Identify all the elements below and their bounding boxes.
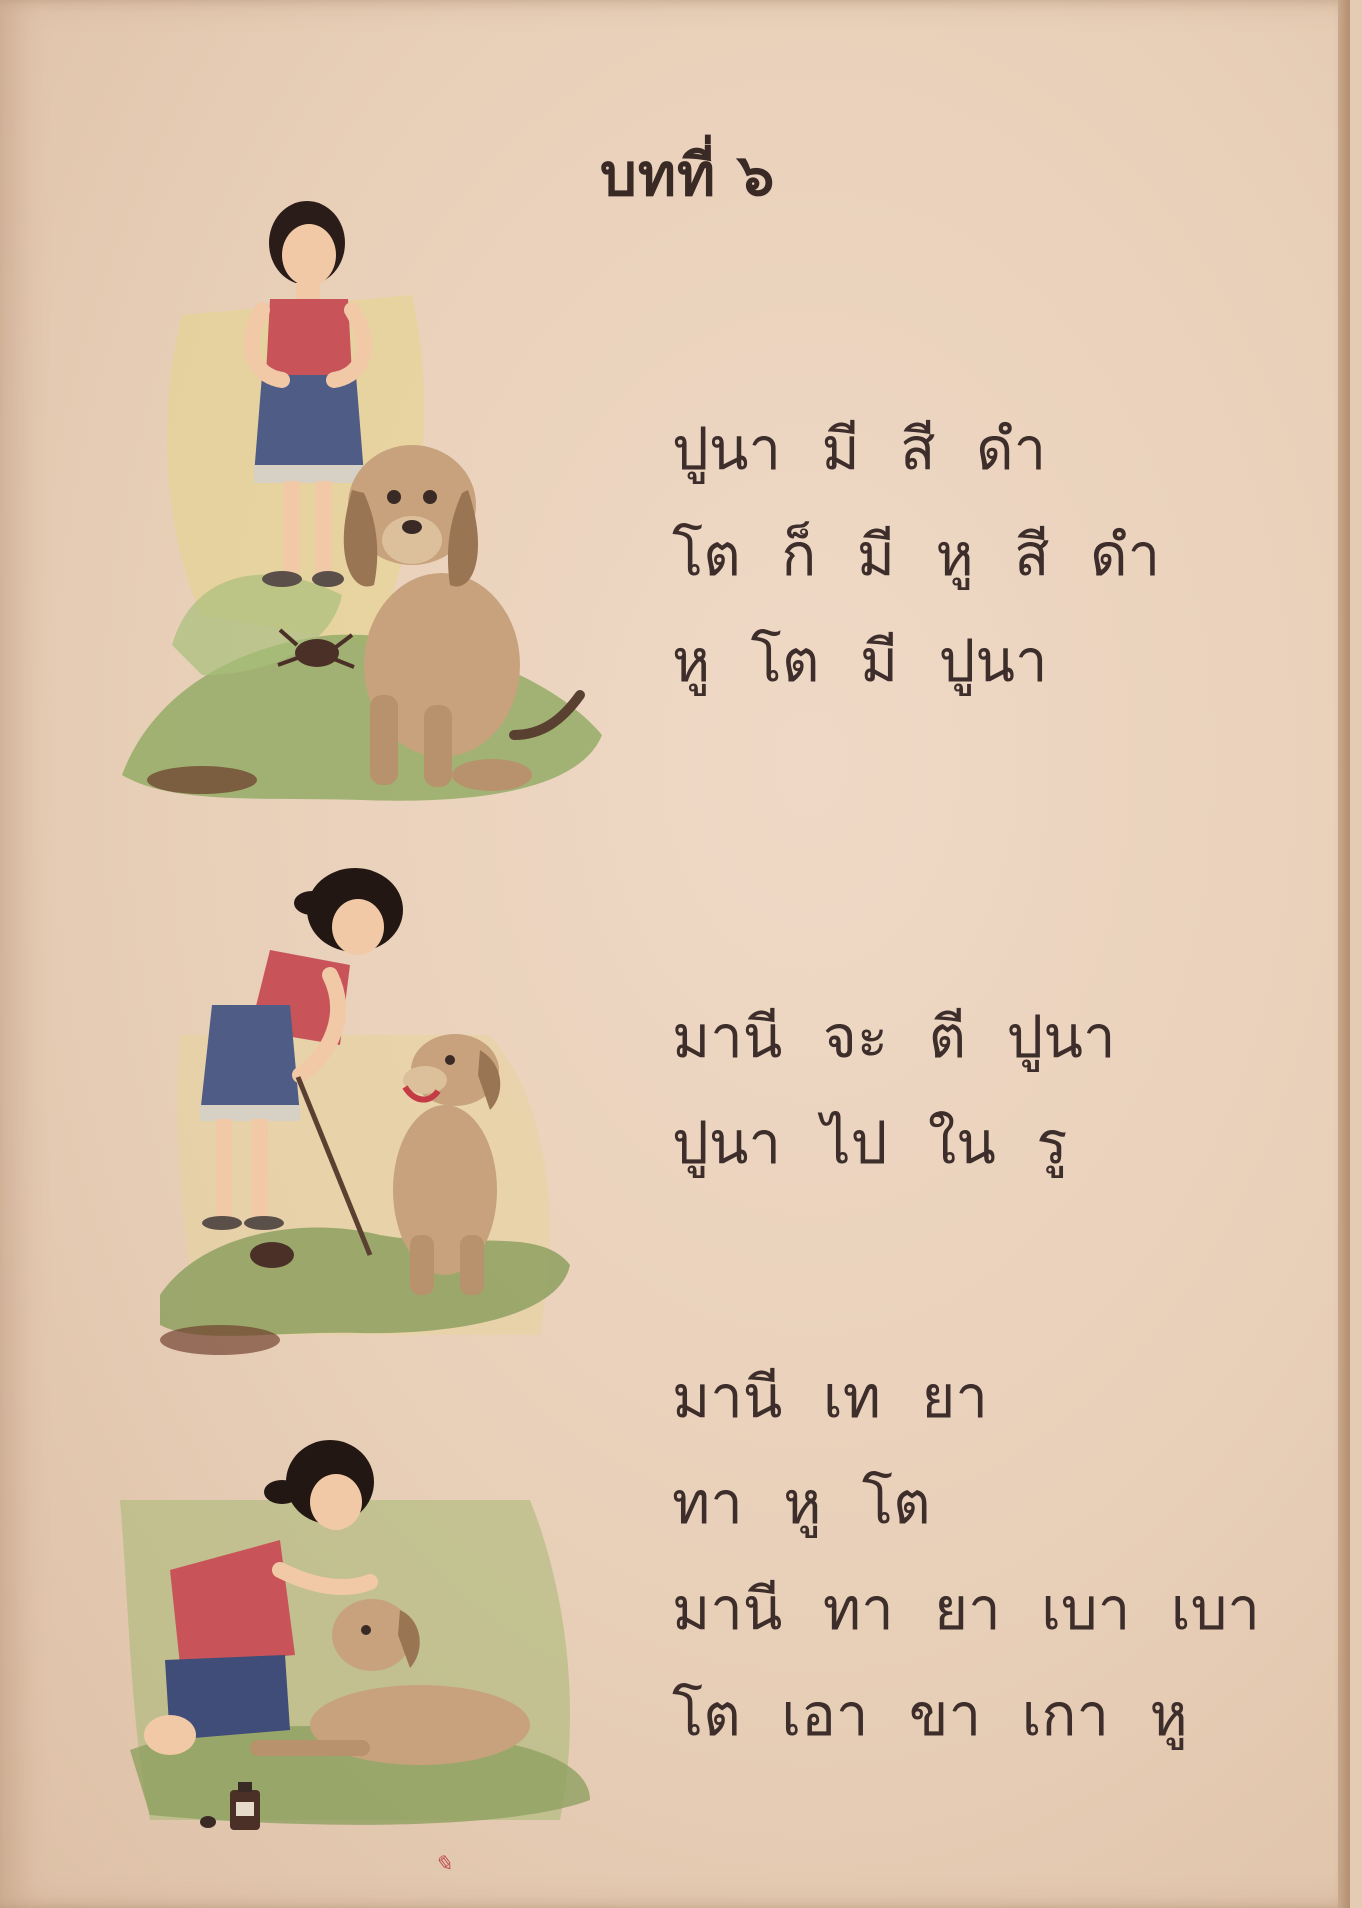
stanza-line: ทา หู โต [672, 1469, 931, 1537]
stanza-line: โต เอา ขา เกา หู [672, 1681, 1188, 1749]
stanza-line: ปูนา มี สี ดำ [672, 415, 1047, 483]
stanza-1 [672, 396, 1160, 714]
stanza-line: หู โต มี ปูนา [672, 627, 1048, 695]
stanza-line: มานี เท ยา [672, 1363, 988, 1431]
stanza-line: มานี ทา ยา เบา เบา [672, 1575, 1260, 1643]
stanza-line: โต ก็ มี หู สี ดำ [672, 521, 1161, 589]
girl-standing-with-dog-and-crab-icon [112, 175, 612, 815]
girl-applying-medicine-to-dog-ear-icon [110, 1420, 600, 1850]
stanza-3 [672, 1344, 1260, 1768]
page-edge [1338, 0, 1350, 1908]
stanza-line: มานี จะ ตี ปูนา [672, 1003, 1116, 1071]
girl-poking-crab-hole-with-stick-icon [160, 855, 580, 1375]
stanza-2 [672, 984, 1116, 1196]
illustrator-signature: ✎ [434, 1852, 453, 1877]
lesson-title: บทที่ ๖ [600, 141, 776, 209]
stanza-line: ปูนา ไป ใน รู [672, 1109, 1068, 1177]
